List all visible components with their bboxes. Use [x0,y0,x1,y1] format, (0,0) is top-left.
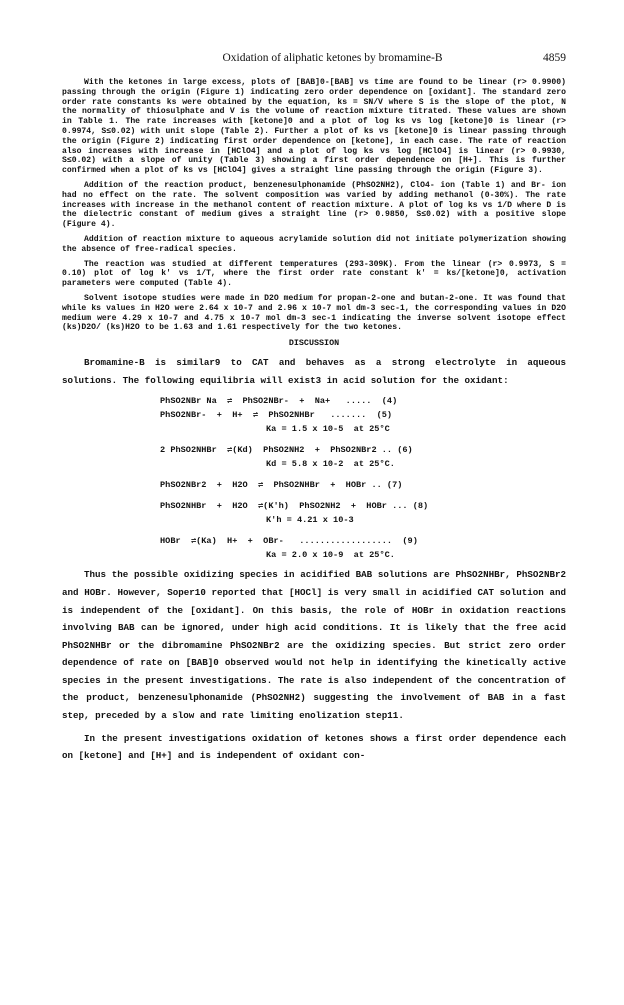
paragraph-isotope: Solvent isotope studies were made in D2O medium for propan-2-one and butan-2-one. It was found that while ks values in H2O were 2.64 x 10-7 and 2.96 x 10-7 mol dm-3 sec-1, the corresponding values in D2O medium were 4.29 x 10-7 and 4.75 x 10-7 mol dm-3 sec-1 indicating the inverse solvent isotope effect (ks)D2O/ (ks)H2O to be 1.63 and 1.61 respectively for the two ketones. [62,293,566,333]
equation-7: PhSO2NBr2 + H2O ⇌ PhSO2NHBr + HOBr .. (7) [160,480,403,491]
paragraph-oxidizing-species: Thus the possible oxidizing species in acidified BAB solutions are PhSO2NHBr, PhSO2NBr2 and HOBr. However, Soper10 reported that [HOCl] is very small in acidified CAT solution and is independent of the [oxidant]. On this basis, the role of HOBr in oxidation reactions involving BAB can be ignored, under high acid conditions. It is likely that the free acid PhSO2NHBr or the dibromamine PhSO2NBr2 are the oxidizing species. But strict zero order dependence of rate on [BAB]0 observed would not help in identifying the kinetically active species in the present investigations. The rate is also independent of the concentration of the product, benzenesulphonamide (PhSO2NH2) suggesting the involvement of BAB in a fast step, preceded by a slow and rate limiting enolization step11. [62,569,566,722]
equation-9: HOBr ⇌(Ka) H+ + OBr- .................. (9) [160,536,418,547]
paragraph-bromamine: Bromamine-B is similar9 to CAT and behaves as a strong electrolyte in aqueous solutions. The following equilibria will exist3 in acid solution for the oxidant: [62,357,566,386]
paragraph-free-radical: Addition of reaction mixture to aqueous acrylamide solution did not initiate polymerization showing the absence of free-radical species. [62,234,566,254]
equation-8-constant: K'h = 4.21 x 10-3 [266,515,354,526]
equation-6-constant: Kd = 5.8 x 10-2 at 25°C. [266,459,395,470]
equation-8: PhSO2NHBr + H2O ⇌(K'h) PhSO2NH2 + HOBr ... (8) [160,501,429,512]
equation-9-constant: Ka = 2.0 x 10-9 at 25°C. [266,550,395,561]
running-header [62,52,566,64]
paragraph-present-investigation: In the present investigations oxidation of ketones shows a first order dependence each on [ketone] and [H+] and is independent of oxidant con- [62,732,566,762]
discussion-heading: DISCUSSION [288,338,340,349]
equation-6: 2 PhSO2NHBr ⇌(Kd) PhSO2NH2 + PhSO2NBr2 .. (6) [160,445,413,456]
equation-5-constant: Ka = 1.5 x 10-5 at 25°C [266,424,390,435]
equation-5: PhSO2NBr- + H+ ⇌ PhSO2NHBr ....... (5) [160,410,393,421]
paragraph-temperature: The reaction was studied at different temperatures (293-309K). From the linear (r> 0.9973, S = 0.10) plot of log k' vs 1/T, where the first order rate constant k' = ks/[ketone]0, activation parameters were computed (Table 4). [62,259,566,289]
equilibria-block [160,394,566,562]
paragraph-zero-order: With the ketones in large excess, plots of [BAB]0-[BAB] vs time are found to be linear (r> 0.9900) passing through the origin (Figure 1) indicating zero order dependence on [oxidant]. The standard zero order rate constants ks were obtained by the equation, ks = SN/V where S is the slope of the plot, N the normality of thiosulphate and V is the volume of reaction mixture titrated. These values are shown in Table 1. The rate increases with [ketone]0 and a plot of log ks vs log [ketone]0 is linear (r> 0.9974, S≤0.02) with unit slope (Table 2). Further a plot of ks vs [ketone]0 is linear passing through the origin (Figure 2) indicating first order dependence on [ketone], in each case. The rate of reaction also increases with increase in [HClO4] and a plot of log ks vs log [HClO4] is linear (r> 0.9930, S≤0.02) with a slope of unity (Table 3) showing a first order dependence on [H+]. This is further confirmed when a plot of ks vs [HClO4] gives a straight line passing through the origin (Figure 3). [62,78,566,176]
page-number: 4859 [543,52,566,64]
paragraph-product-effect: Addition of the reaction product, benzenesulphonamide (PhSO2NH2), ClO4- ion (Table 1) and Br- ion had no effect on the rate. The solvent composition was varied by adding methanol (0-30%). The rate increases with increase in the methanol content of reaction mixture. A plot of log ks vs 1/D where D is the dielectric constant of medium gives a straight line (r> 0.9850, S≤0.02) with a positive slope (Figure 4). [62,180,566,230]
equation-4: PhSO2NBr Na ⇌ PhSO2NBr- + Na+ ..... (4) [160,396,398,407]
running-title: Oxidation of aliphatic ketones by bromamine-B [222,52,443,64]
